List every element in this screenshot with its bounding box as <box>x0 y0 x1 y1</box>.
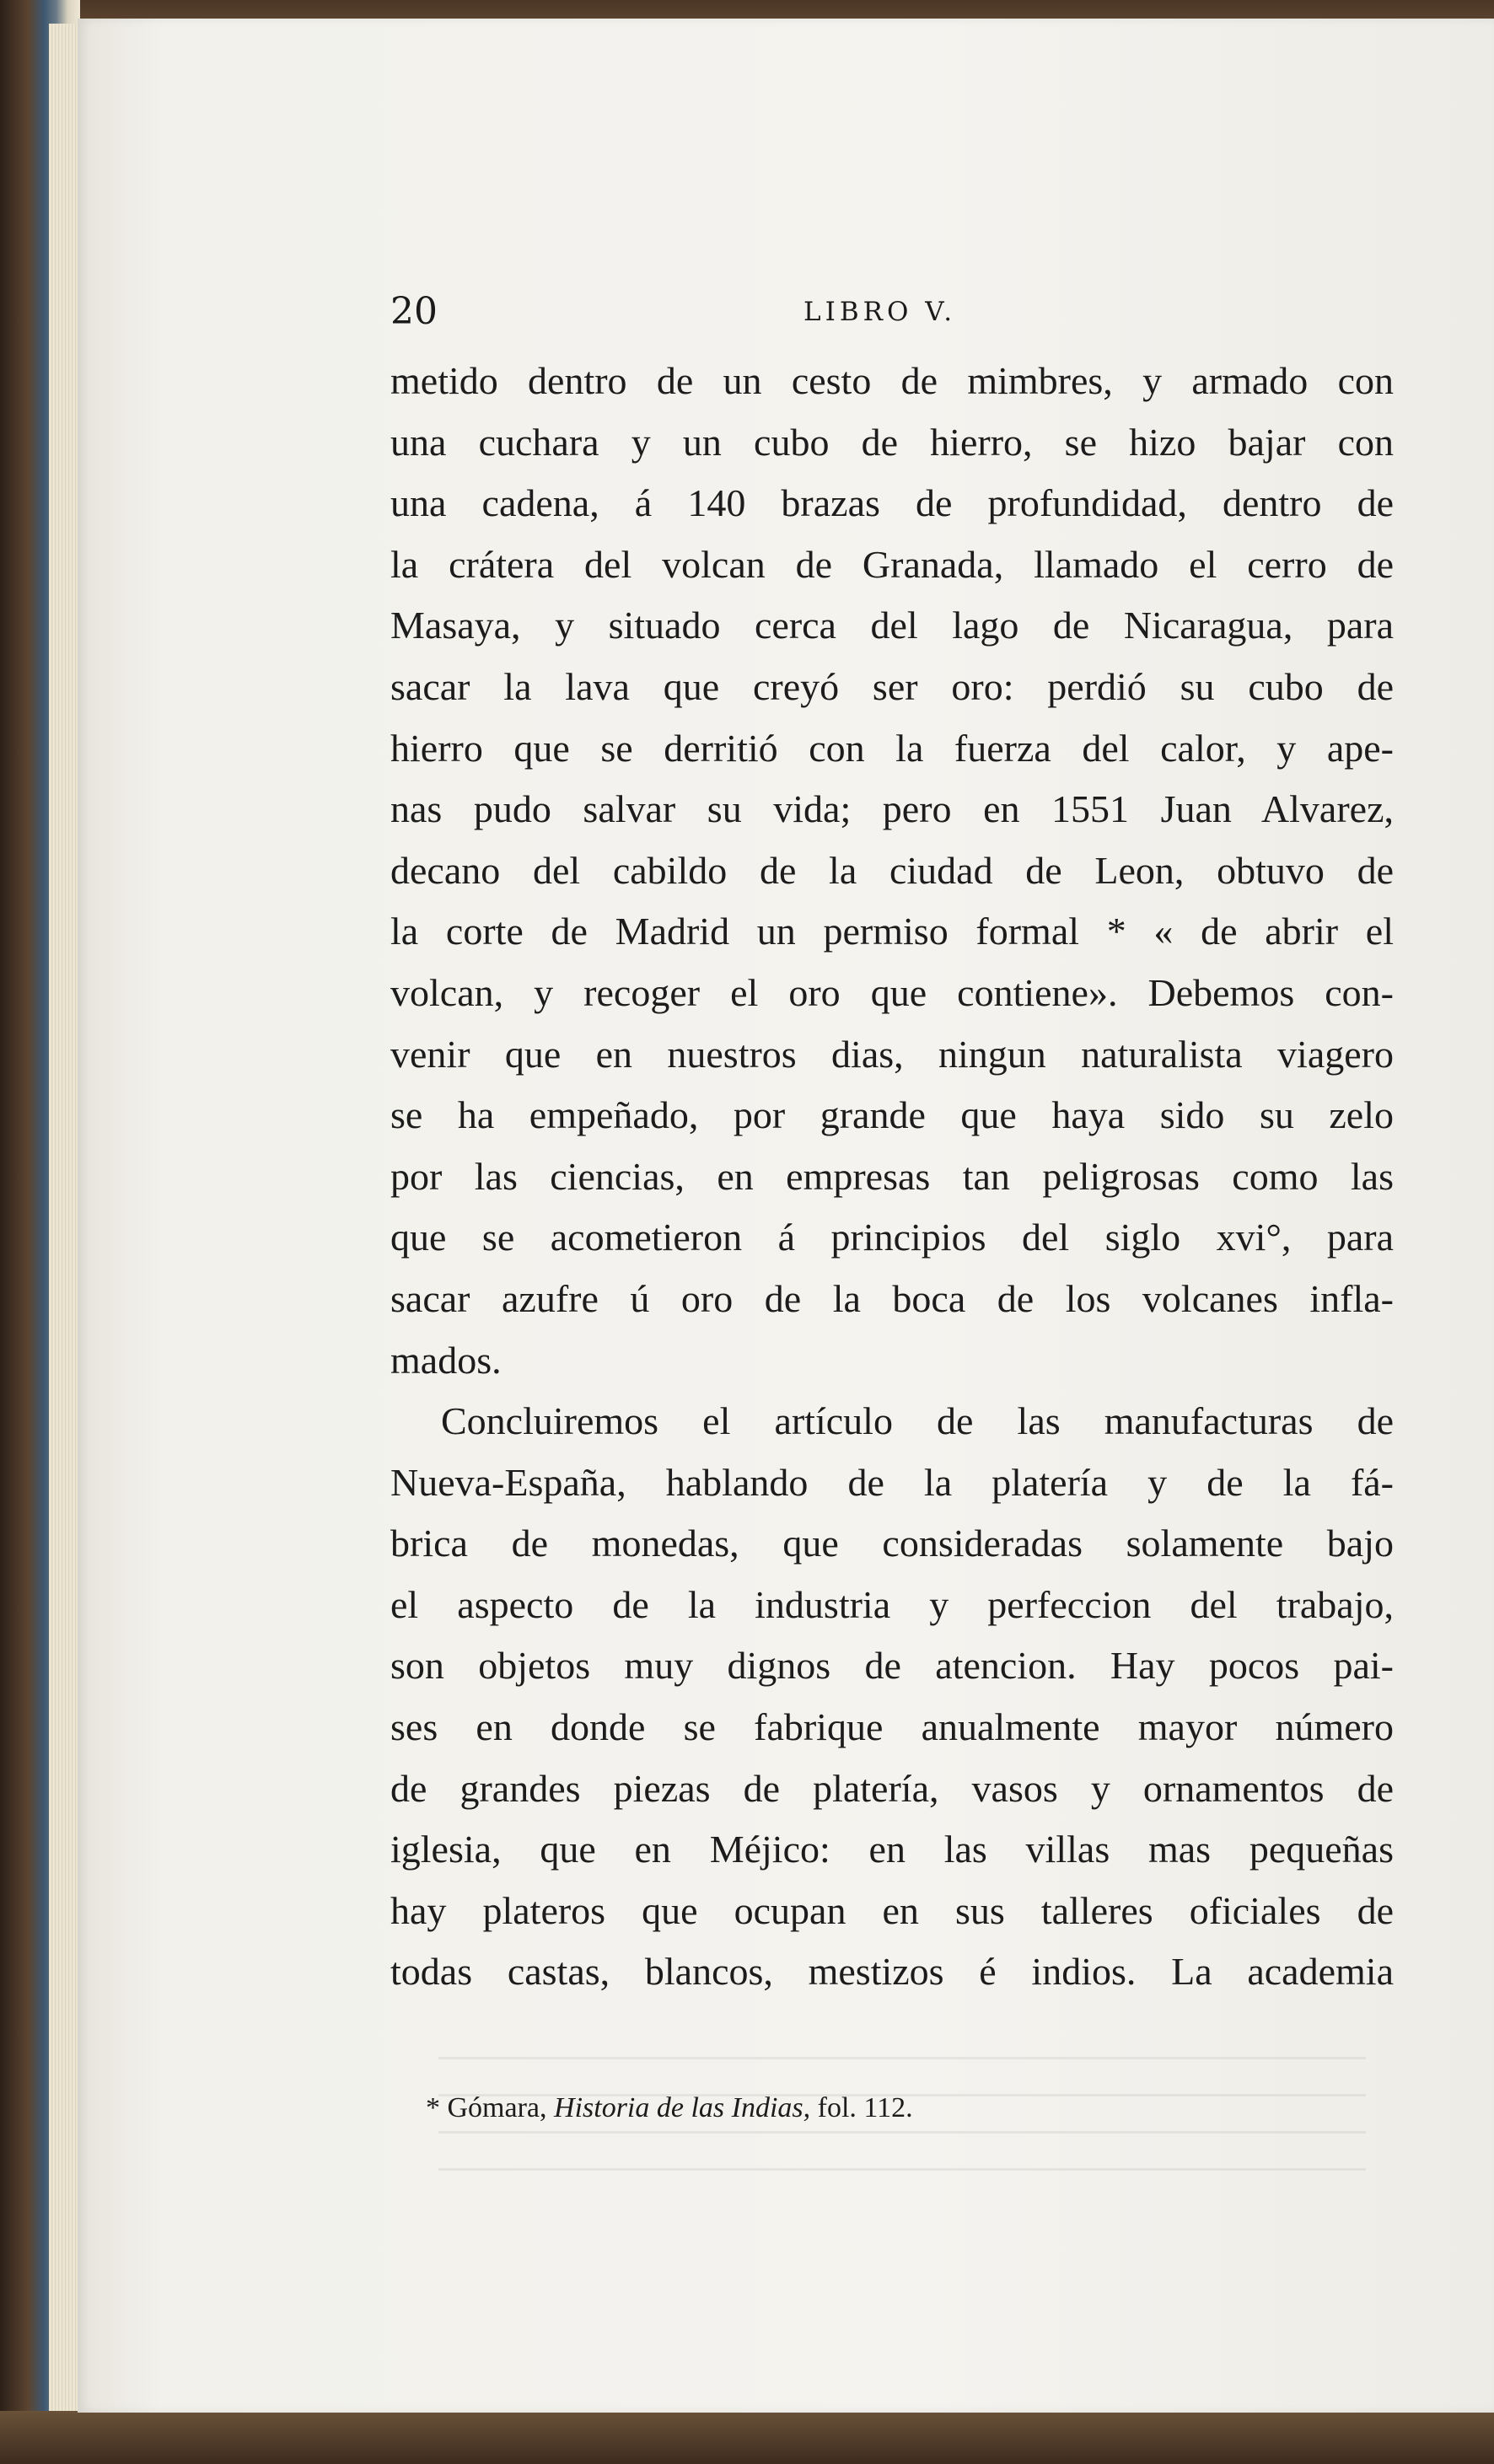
text-line: una cuchara y un cubo de hierro, se hizo bajar con <box>390 420 1394 464</box>
footnote-marker: * <box>426 2092 440 2123</box>
text-line: la crátera del volcan de Granada, llamado el cerro de <box>390 542 1394 586</box>
text-line: Concluiremos el artículo de las manufacturas de <box>441 1399 1394 1443</box>
text-line: metido dentro de un cesto de mimbres, y armado con <box>390 359 1394 402</box>
text-line: son objetos muy dignos de atencion. Hay pocos pai- <box>390 1644 1394 1688</box>
text-line: nas pudo salvar su vida; pero en 1551 Juan Alvarez, <box>390 787 1394 831</box>
text-line: todas castas, blancos, mestizos é indios. La academia <box>390 1950 1394 1994</box>
text-line: decano del cabildo de la ciudad de Leon, obtuvo de <box>390 848 1394 892</box>
text-line: mados. <box>390 1338 502 1382</box>
footnote <box>426 2087 1185 2129</box>
text-line: por las ciencias, en empresas tan peligrosas como las <box>390 1154 1394 1198</box>
text-line: Nueva-España, hablando de la platería y de la fá- <box>390 1460 1394 1504</box>
text-line: ses en donde se fabrique anualmente mayor número <box>390 1705 1394 1749</box>
text-line: el aspecto de la industria y perfeccion del trabajo, <box>390 1582 1394 1626</box>
footnote-reference: fol. 112. <box>817 2092 913 2123</box>
text-line: una cadena, á 140 brazas de profundidad, dentro de <box>390 481 1394 525</box>
text-line: sacar la lava que creyó ser oro: perdió su cubo de <box>390 664 1394 708</box>
footnote-title: Historia de las Indias, <box>554 2092 811 2123</box>
text-line: que se acometieron á principios del siglo xvi°, para <box>390 1216 1394 1259</box>
page-header <box>390 287 1394 337</box>
text-line: sacar azufre ú oro de la boca de los volcanes infla- <box>390 1276 1394 1320</box>
binding-bottom <box>0 2411 1494 2464</box>
text-line: hay plateros que ocupan en sus talleres oficiales de <box>390 1888 1394 1932</box>
text-line: la corte de Madrid un permiso formal * « de abrir el <box>390 910 1394 953</box>
text-line: venir que en nuestros dias, ningun naturalista viagero <box>390 1032 1394 1076</box>
text-line: brica de monedas, que consideradas solamente bajo <box>390 1522 1394 1565</box>
text-line: se ha empeñado, por grande que haya sido su zelo <box>390 1093 1394 1137</box>
running-head: LIBRO V. <box>803 297 957 327</box>
body-text <box>390 351 1394 2003</box>
text-line: Masaya, y situado cerca del lago de Nicaragua, para <box>390 604 1394 647</box>
text-line: hierro que se derritió con la fuerza del calor, y ape- <box>390 726 1394 770</box>
text-line: iglesia, que en Méjico: en las villas mas pequeñas <box>390 1828 1394 1871</box>
text-line: volcan, y recoger el oro que contiene». Debemos con- <box>390 970 1394 1014</box>
text-line: de grandes piezas de platería, vasos y ornamentos de <box>390 1766 1394 1810</box>
footnote-author: Gómara, <box>447 2092 547 2123</box>
page-number: 20 <box>390 290 438 333</box>
